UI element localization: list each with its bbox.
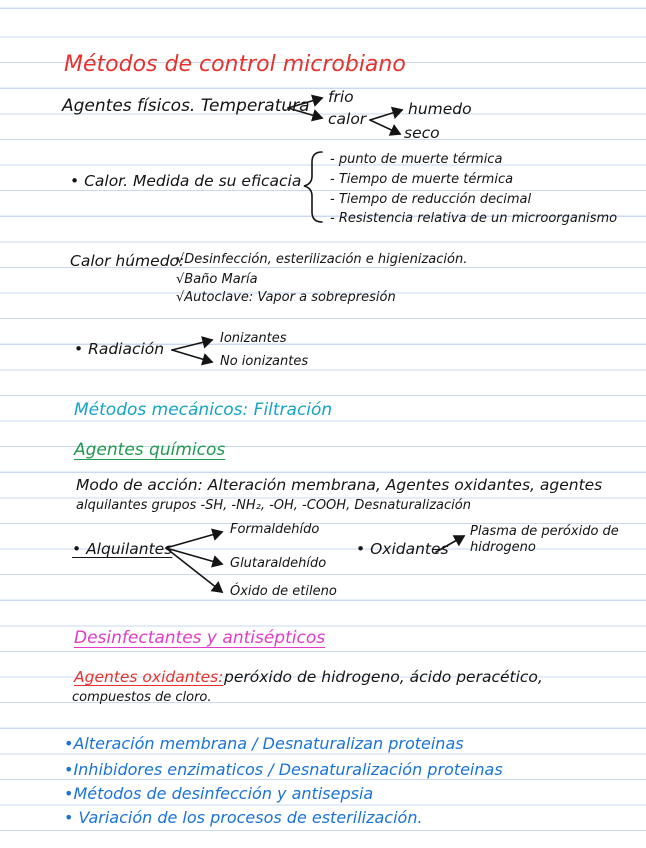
eficacia-item-1: - punto de muerte térmica	[330, 152, 503, 167]
calor-humedo-item-3: √Autoclave: Vapor a sobrepresión	[176, 290, 396, 305]
bullet-1: •Alteración membrana / Desnaturalizan proteinas	[64, 734, 464, 753]
seco-label: seco	[404, 124, 440, 142]
mecanicos-heading: Métodos mecánicos: Filtración	[74, 400, 333, 420]
no-ionizantes-label: No ionizantes	[220, 354, 309, 369]
agentes-oxidantes-text: peróxido de hidrogeno, ácido peracético,	[224, 668, 543, 686]
arrow-to-glutaraldehido	[166, 548, 222, 564]
bullet-3: •Métodos de desinfección y antisepsia	[64, 784, 374, 803]
agentes-oxidantes-text2: compuestos de cloro.	[72, 690, 212, 705]
glutaraldehido-label: Glutaraldehído	[230, 556, 327, 571]
alquilantes-label: • Alquilantes	[72, 540, 173, 558]
ionizantes-label: Ionizantes	[220, 331, 287, 346]
bullet-4: • Variación de los procesos de esterilización.	[64, 808, 423, 827]
humedo-label: humedo	[408, 100, 472, 118]
formaldehido-label: Formaldehído	[230, 522, 320, 537]
arrow-to-calor	[288, 108, 322, 118]
radiacion-label: • Radiación	[74, 340, 165, 358]
frio-label: frio	[328, 88, 354, 106]
agentes-fisicos-label: Agentes físicos. Temperatura	[62, 96, 310, 116]
arrow-to-frio	[288, 98, 322, 108]
oxidantes-label: • Oxidantes	[356, 540, 449, 558]
arrow-to-ionizantes	[172, 340, 212, 350]
oxido-etileno-label: Óxido de etileno	[230, 584, 337, 599]
eficacia-item-2: - Tiempo de muerte térmica	[330, 172, 514, 187]
eficacia-item-3: - Tiempo de reducción decimal	[330, 192, 532, 207]
arrow-to-oxido-etileno	[166, 548, 222, 592]
calor-humedo-item-2: √Baño María	[176, 272, 258, 287]
arrow-to-seco	[370, 120, 400, 134]
plasma-line2: hidrogeno	[470, 540, 536, 555]
eficacia-item-4: - Resistencia relativa de un microorganismo	[330, 211, 618, 226]
calor-humedo-label: Calor húmedo:	[70, 252, 185, 270]
page-title: Métodos de control microbiano	[64, 52, 406, 77]
bullet-2: •Inhibidores enzimaticos / Desnaturalización proteinas	[64, 760, 503, 779]
calor-label: calor	[328, 110, 367, 128]
calor-humedo-item-1: √Desinfección, esterilización e higienización.	[176, 252, 468, 267]
quimicos-heading: Agentes químicos	[74, 440, 226, 460]
arrow-to-humedo	[370, 110, 402, 120]
arrow-to-plasma	[436, 536, 464, 552]
arrow-to-formaldehido	[166, 532, 222, 548]
calor-eficacia-label: • Calor. Medida de su eficacia	[70, 172, 302, 190]
desinfectantes-heading: Desinfectantes y antisépticos	[74, 628, 326, 648]
arrow-to-no-ionizantes	[172, 350, 212, 362]
modo-accion-line2: alquilantes grupos -SH, -NH₂, -OH, -COOH, Desnaturalización	[76, 498, 471, 513]
plasma-line1: Plasma de peróxido de	[470, 524, 619, 539]
agentes-oxidantes-label: Agentes oxidantes:	[74, 668, 224, 686]
modo-accion-line1: Modo de acción: Alteración membrana, Agentes oxidantes, agentes	[76, 476, 603, 494]
eficacia-brace	[304, 152, 322, 222]
